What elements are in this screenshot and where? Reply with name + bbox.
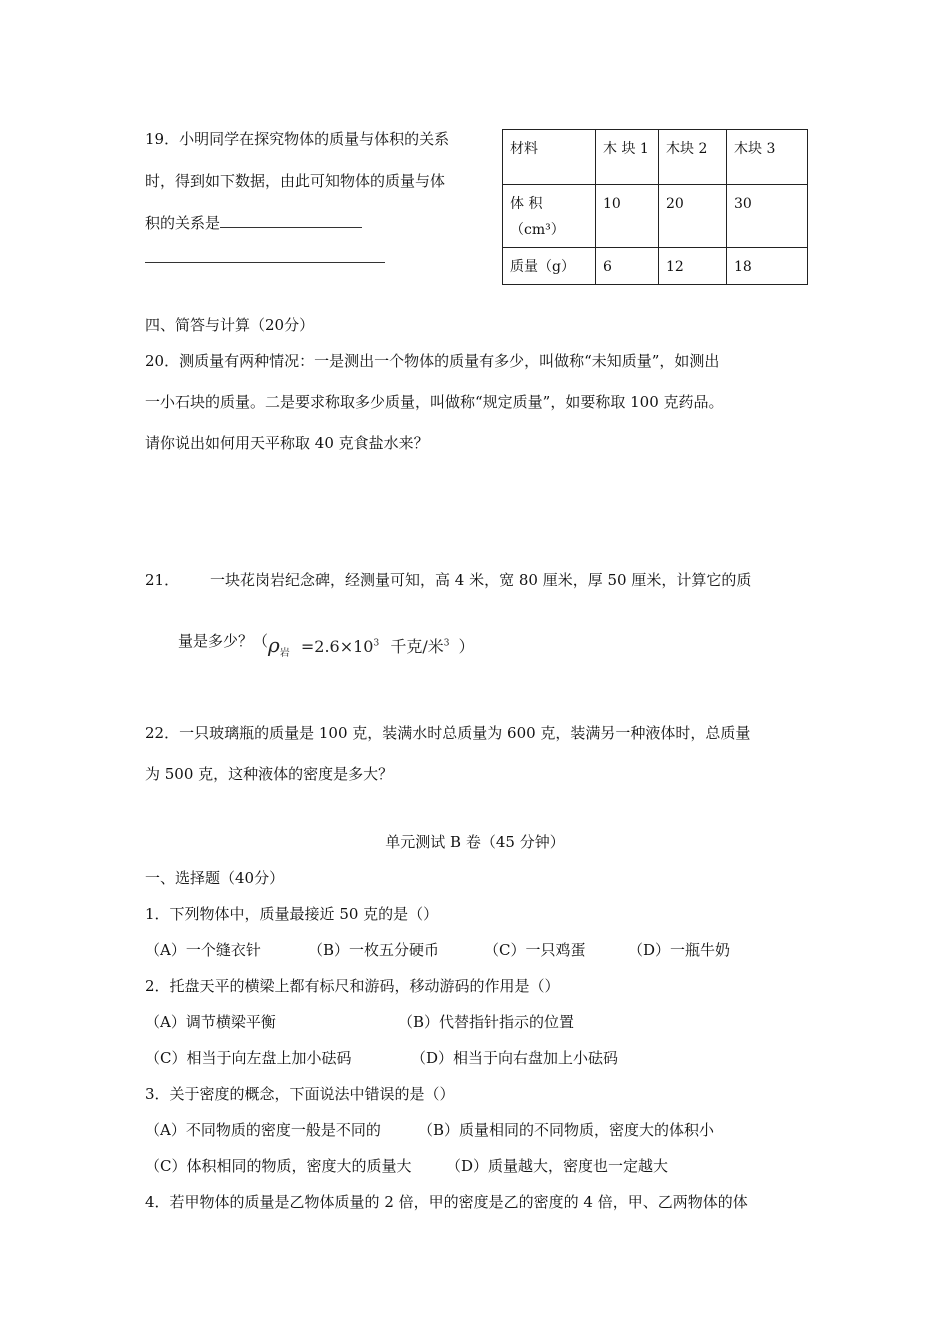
q21-line1: 一块花岗岩纪念碑，经测量可知，高 4 米，宽 80 厘米，厚 50 厘米，计算它的质 bbox=[210, 571, 752, 589]
q19-answer-blank-2[interactable] bbox=[145, 248, 385, 267]
table-cell: 30 bbox=[727, 185, 808, 248]
q20-line2: 一小石块的质量。二是要求称取多少质量，叫做称“规定质量”，如要称取 100 克药品。 bbox=[145, 393, 724, 411]
q21-line2: 量是多少？（ bbox=[178, 632, 269, 650]
unitB-q1-option-c: （C）一只鸡蛋 bbox=[484, 941, 586, 959]
q19-answer-blank-1[interactable] bbox=[220, 213, 362, 228]
unitB-q3-option-d: （D）质量越大，密度也一定越大 bbox=[446, 1157, 669, 1175]
unitB-title: 单元测试 B 卷（45 分钟） bbox=[385, 833, 565, 851]
unitB-q1-option-b: （B）一枚五分硬币 bbox=[308, 941, 440, 959]
table-cell: 6 bbox=[596, 248, 659, 285]
unitB-q3-option-b: （B）质量相同的不同物质，密度大的体积小 bbox=[418, 1121, 715, 1139]
q22-line1: 22．一只玻璃瓶的质量是 100 克，装满水时总质量为 600 克，装满另一种液体时，总质量 bbox=[145, 724, 751, 742]
unitB-q1-option-a: （A）一个缝衣针 bbox=[145, 941, 261, 959]
table-cell: 20 bbox=[659, 185, 727, 248]
unitB-q3-option-c: （C）体积相同的物质，密度大的质量大 bbox=[145, 1157, 412, 1175]
unitB-q2-option-c: （C）相当于向左盘上加小砝码 bbox=[145, 1049, 352, 1067]
q19-line1: 19．小明同学在探究物体的质量与体积的关系 bbox=[145, 130, 450, 148]
q22-line2: 为 500 克，这种液体的密度是多大？ bbox=[145, 765, 394, 783]
table-header-row bbox=[503, 130, 808, 185]
unitB-q1-stem: 1．下列物体中，质量最接近 50 克的是（） bbox=[145, 905, 439, 923]
q21-number: 21． bbox=[145, 571, 180, 589]
unitB-section1: 一、选择题（40分） bbox=[145, 869, 285, 887]
q20-line1: 20．测质量有两种情况：一是测出一个物体的质量有多少，叫做称“未知质量”，如测出 bbox=[145, 352, 720, 370]
table-cell: 10 bbox=[596, 185, 659, 248]
q21-density-formula: $\rho_岩 =2.6\times 10^3$ 千克/米$^3$ ） bbox=[268, 633, 475, 660]
table-cell: 18 bbox=[727, 248, 808, 285]
table-row bbox=[503, 248, 808, 285]
unitB-q2-option-a: （A）调节横梁平衡 bbox=[145, 1013, 276, 1031]
table-header-cell: 木块 3 bbox=[727, 130, 808, 185]
table-header-cell: 木块 2 bbox=[659, 130, 727, 185]
table-header-cell: 木 块 1 bbox=[596, 130, 659, 185]
unitB-q2-stem: 2．托盘天平的横梁上都有标尺和游码，移动游码的作用是（） bbox=[145, 977, 560, 995]
table-row-label: 体 积（cm³） bbox=[503, 185, 596, 248]
unitB-q2-option-d: （D）相当于向右盘加上小砝码 bbox=[411, 1049, 619, 1067]
q19-line3 bbox=[145, 212, 362, 233]
table-row bbox=[503, 185, 808, 248]
table-header-cell: 材料 bbox=[503, 130, 596, 185]
table-cell: 12 bbox=[659, 248, 727, 285]
q19-data-table bbox=[502, 129, 808, 285]
unitB-q1-option-d: （D）一瓶牛奶 bbox=[628, 941, 731, 959]
unitB-q4-stem: 4．若甲物体的质量是乙物体质量的 2 倍，甲的密度是乙的密度的 4 倍，甲、乙两物体的体 bbox=[145, 1193, 748, 1211]
unitB-q3-option-a: （A）不同物质的密度一般是不同的 bbox=[145, 1121, 381, 1139]
q19-line3-text: 积的关系是 bbox=[145, 214, 221, 232]
unitB-q3-stem: 3．关于密度的概念，下面说法中错误的是（） bbox=[145, 1085, 455, 1103]
table-row-label: 质量（g） bbox=[503, 248, 596, 285]
q20-line3: 请你说出如何用天平称取 40 克食盐水来？ bbox=[145, 434, 429, 452]
unitB-q2-option-b: （B）代替指针指示的位置 bbox=[398, 1013, 575, 1031]
section4-heading: 四、简答与计算（20分） bbox=[145, 316, 315, 334]
q19-line2: 时，得到如下数据，由此可知物体的质量与体 bbox=[145, 172, 446, 190]
